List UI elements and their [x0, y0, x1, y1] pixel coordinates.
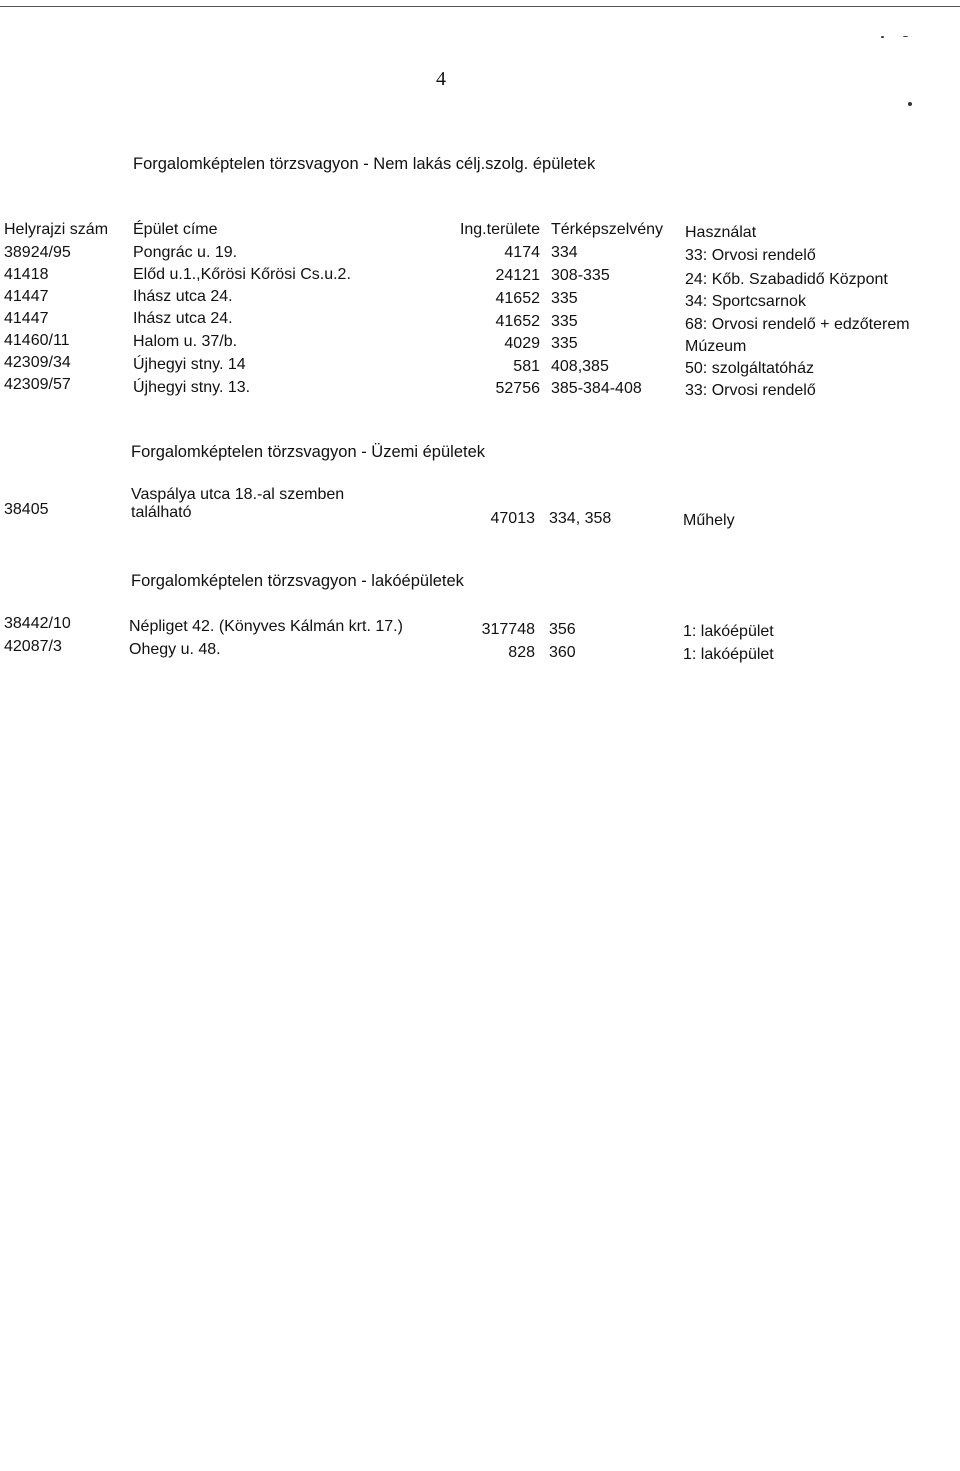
cell-area: 317748	[481, 621, 535, 638]
cell-map: 360	[549, 644, 576, 661]
cell-address: Újhegyi stny. 14	[133, 356, 246, 373]
column-header-use: Használat	[685, 224, 757, 241]
cell-address: Halom u. 37/b.	[133, 333, 238, 350]
cell-use: 68: Orvosi rendelő + edzőterem	[685, 316, 910, 333]
cell-area: 52756	[495, 380, 540, 397]
cell-area: 47013	[490, 510, 535, 527]
scan-speck	[881, 36, 884, 38]
cell-hrsz: 41460/11	[4, 332, 70, 349]
cell-use: 33: Orvosi rendelő	[685, 247, 816, 264]
section-title-industrial: Forgalomképtelen törzsvagyon - Üzemi épületek	[131, 443, 486, 461]
cell-use: Műhely	[683, 512, 735, 529]
cell-hrsz: 38405	[4, 501, 49, 518]
cell-address: Ihász utca 24.	[133, 310, 233, 327]
cell-address-line-2: található	[131, 504, 192, 521]
cell-address-line-1: Vaspálya utca 18.-al szemben	[131, 486, 345, 503]
cell-area: 828	[508, 644, 535, 661]
cell-area: 4029	[504, 335, 540, 352]
cell-address: Népliget 42. (Könyves Kálmán krt. 17.)	[129, 618, 403, 635]
cell-hrsz: 42309/34	[4, 354, 71, 371]
cell-hrsz: 42087/3	[4, 638, 62, 655]
cell-hrsz: 38924/95	[4, 244, 71, 261]
cell-use: 33: Orvosi rendelő	[685, 382, 816, 399]
cell-address: Ohegy u. 48.	[129, 641, 221, 658]
cell-use: 1: lakóépület	[683, 646, 774, 663]
cell-address: Újhegyi stny. 13.	[133, 379, 251, 396]
top-border-line	[0, 6, 960, 7]
cell-area: 24121	[495, 267, 540, 284]
cell-map: 308-335	[551, 267, 610, 284]
cell-map: 334	[551, 244, 578, 261]
cell-address: Ihász utca 24.	[133, 288, 233, 305]
cell-use: 34: Sportcsarnok	[685, 293, 806, 310]
cell-hrsz: 38442/10	[4, 615, 71, 632]
cell-hrsz: 41447	[4, 288, 49, 305]
cell-map: 335	[551, 313, 578, 330]
cell-use: 24: Kőb. Szabadidő Központ	[685, 271, 888, 288]
cell-area: 4174	[504, 244, 540, 261]
cell-map: 335	[551, 335, 578, 352]
cell-address: Pongrác u. 19.	[133, 244, 238, 261]
cell-hrsz: 41447	[4, 310, 49, 327]
section-title-residential: Forgalomképtelen törzsvagyon - lakóépületek	[131, 572, 464, 590]
cell-use: Múzeum	[685, 338, 747, 355]
cell-area: 581	[513, 358, 540, 375]
cell-map: 408,385	[551, 358, 609, 375]
scan-speck	[903, 36, 908, 37]
section-title-non-residential: Forgalomképtelen törzsvagyon - Nem lakás célj.szolg. épületek	[133, 155, 596, 173]
column-header-area: Ing.területe	[459, 221, 540, 238]
cell-address: Előd u.1.,Kőrösi Kőrösi Cs.u.2.	[133, 266, 351, 283]
cell-map: 335	[551, 290, 578, 307]
cell-hrsz: 41418	[4, 266, 49, 283]
scan-speck	[908, 102, 912, 106]
cell-area: 41652	[495, 290, 540, 307]
column-header-map: Térképszelvény	[551, 221, 664, 238]
column-header-hrsz: Helyrajzi szám	[4, 221, 109, 238]
cell-use: 1: lakóépület	[683, 623, 774, 640]
cell-map: 334, 358	[549, 510, 612, 527]
cell-use: 50: szolgáltatóház	[685, 360, 814, 377]
cell-hrsz: 42309/57	[4, 376, 71, 393]
cell-map: 356	[549, 621, 576, 638]
cell-map: 385-384-408	[551, 380, 642, 397]
column-header-address: Épület címe	[133, 221, 218, 238]
page-number: 4	[436, 68, 446, 90]
cell-area: 41652	[495, 313, 540, 330]
